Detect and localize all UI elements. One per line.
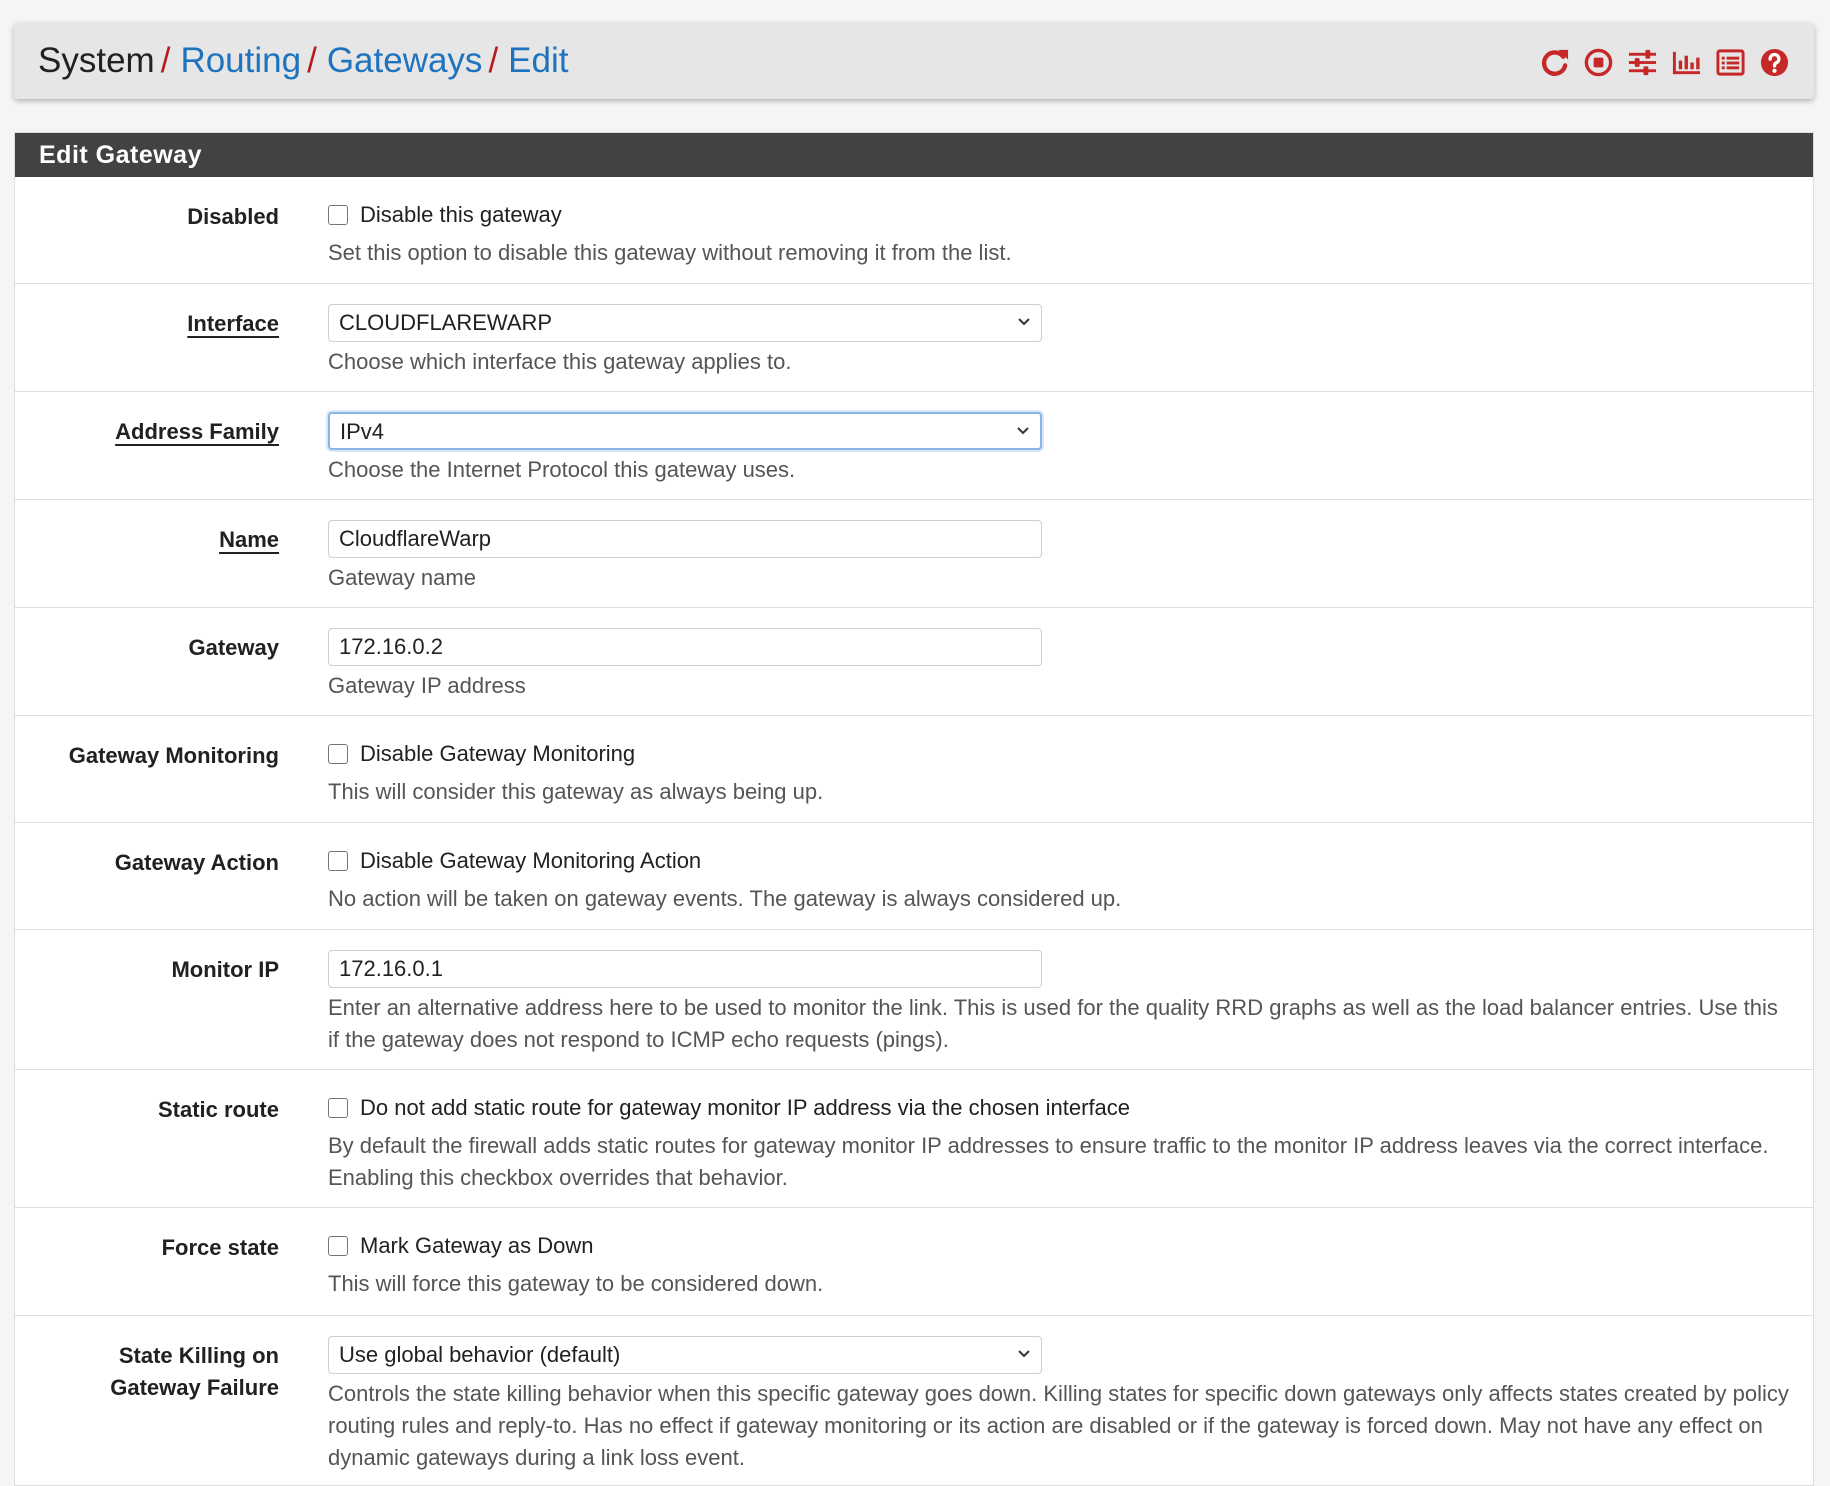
help-icon[interactable]: [1759, 47, 1790, 78]
interface-label[interactable]: Interface: [187, 311, 279, 336]
state-killing-help: Controls the state killing behavior when this specific gateway goes down. Killing states for specific down gateways only affects states created by policy routing rules and reply-to. Has no effect if gateway monitoring or its action are disabled or if the gateway is forced down. May not have any effect on dynamic gateways during a link loss event.: [328, 1381, 1789, 1470]
chevron-down-icon: [1017, 1349, 1031, 1359]
disable-gateway-checkbox[interactable]: [328, 205, 348, 225]
address-family-select[interactable]: [328, 412, 1042, 450]
gateway-action-label: Gateway Action: [114, 850, 279, 875]
form-row-static-route: [15, 1070, 1813, 1208]
breadcrumb-system: System: [38, 41, 155, 80]
list-icon[interactable]: [1715, 47, 1746, 78]
mark-gateway-down-option[interactable]: [328, 1228, 1789, 1264]
breadcrumb-routing-link[interactable]: Routing: [180, 41, 302, 80]
form-row-interface: [15, 284, 1813, 392]
form-row-gateway-action: [15, 823, 1813, 930]
disable-gateway-checkbox-label[interactable]: Disable this gateway: [360, 202, 562, 227]
monitor-ip-help: Enter an alternative address here to be used to monitor the link. This is used for the quality RRD graphs as well as the load balancer entries. Use this if the gateway does not respond to ICMP echo requests (pings).: [328, 995, 1778, 1052]
name-help: Gateway name: [328, 565, 476, 590]
static-route-checkbox-label[interactable]: Do not add static route for gateway monitor IP address via the chosen interface: [360, 1095, 1131, 1120]
disable-monitoring-option[interactable]: [328, 736, 1789, 772]
disable-gateway-option[interactable]: [328, 197, 1789, 233]
force-state-label: Force state: [161, 1235, 279, 1260]
address-family-help: Choose the Internet Protocol this gateway uses.: [328, 457, 796, 482]
monitor-ip-label: Monitor IP: [171, 957, 279, 982]
interface-select-value: CLOUDFLAREWARP: [339, 310, 553, 335]
state-killing-select-value: Use global behavior (default): [339, 1342, 621, 1367]
edit-gateway-panel: [14, 132, 1814, 1486]
breadcrumb-separator: /: [160, 41, 171, 80]
disabled-help: Set this option to disable this gateway without removing it from the list.: [328, 240, 1012, 265]
disable-monitoring-checkbox-label[interactable]: Disable Gateway Monitoring: [360, 741, 636, 766]
state-killing-select[interactable]: [328, 1336, 1042, 1374]
chevron-down-icon: [1017, 317, 1031, 327]
chevron-down-icon: [1016, 426, 1030, 436]
name-input[interactable]: CloudflareWarp: [328, 520, 1042, 558]
gateway-help: Gateway IP address: [328, 673, 526, 698]
form-row-force-state: [15, 1208, 1813, 1316]
form-row-name: [15, 500, 1813, 608]
static-route-help: By default the firewall adds static routes for gateway monitor IP addresses to ensure traffic to the monitor IP address leaves via the correct interface. Enabling this checkbox overrides that behavior.: [328, 1133, 1769, 1190]
page-header-bar: [14, 23, 1814, 99]
stop-icon[interactable]: [1583, 47, 1614, 78]
form-row-disabled: [15, 177, 1813, 284]
breadcrumb-separator: /: [488, 41, 499, 80]
disable-monitoring-action-checkbox[interactable]: [328, 851, 348, 871]
breadcrumb: [38, 41, 568, 81]
form-row-gateway: [15, 608, 1813, 716]
gateway-action-help: No action will be taken on gateway events. The gateway is always considered up.: [328, 886, 1122, 911]
address-family-select-value: IPv4: [340, 419, 385, 444]
gateway-monitoring-help: This will consider this gateway as always being up.: [328, 779, 824, 804]
monitor-ip-input[interactable]: 172.16.0.1: [328, 950, 1042, 988]
disable-monitoring-action-checkbox-label[interactable]: Disable Gateway Monitoring Action: [360, 848, 702, 873]
disabled-label: Disabled: [187, 204, 279, 229]
name-label[interactable]: Name: [219, 527, 279, 552]
static-route-option[interactable]: [328, 1090, 1789, 1126]
breadcrumb-edit-link[interactable]: Edit: [508, 41, 569, 80]
force-state-help: This will force this gateway to be considered down.: [328, 1271, 824, 1296]
gateway-label: Gateway: [188, 635, 279, 660]
form-row-monitor-ip: [15, 930, 1813, 1070]
panel-title: Edit Gateway: [15, 133, 1813, 177]
static-route-label: Static route: [157, 1097, 279, 1122]
reload-icon[interactable]: [1539, 47, 1570, 78]
header-toolbar: [1539, 47, 1790, 78]
settings-sliders-icon[interactable]: [1627, 47, 1658, 78]
form-row-gateway-monitoring: [15, 716, 1813, 823]
disable-monitoring-action-option[interactable]: [328, 843, 1789, 879]
interface-help: Choose which interface this gateway applies to.: [328, 349, 792, 374]
disable-monitoring-checkbox[interactable]: [328, 744, 348, 764]
state-killing-label: State Killing on Gateway Failure: [110, 1343, 279, 1400]
gateway-monitoring-label: Gateway Monitoring: [68, 743, 279, 768]
chart-icon[interactable]: [1671, 47, 1702, 78]
breadcrumb-gateways-link[interactable]: Gateways: [326, 41, 483, 80]
interface-select[interactable]: [328, 304, 1042, 342]
form-row-address-family: [15, 392, 1813, 500]
address-family-label[interactable]: Address Family: [115, 419, 279, 444]
static-route-checkbox[interactable]: [328, 1098, 348, 1118]
breadcrumb-separator: /: [307, 41, 317, 80]
gateway-ip-input[interactable]: 172.16.0.2: [328, 628, 1042, 666]
mark-gateway-down-checkbox-label[interactable]: Mark Gateway as Down: [360, 1233, 594, 1258]
form-row-state-killing: [15, 1316, 1813, 1486]
mark-gateway-down-checkbox[interactable]: [328, 1236, 348, 1256]
